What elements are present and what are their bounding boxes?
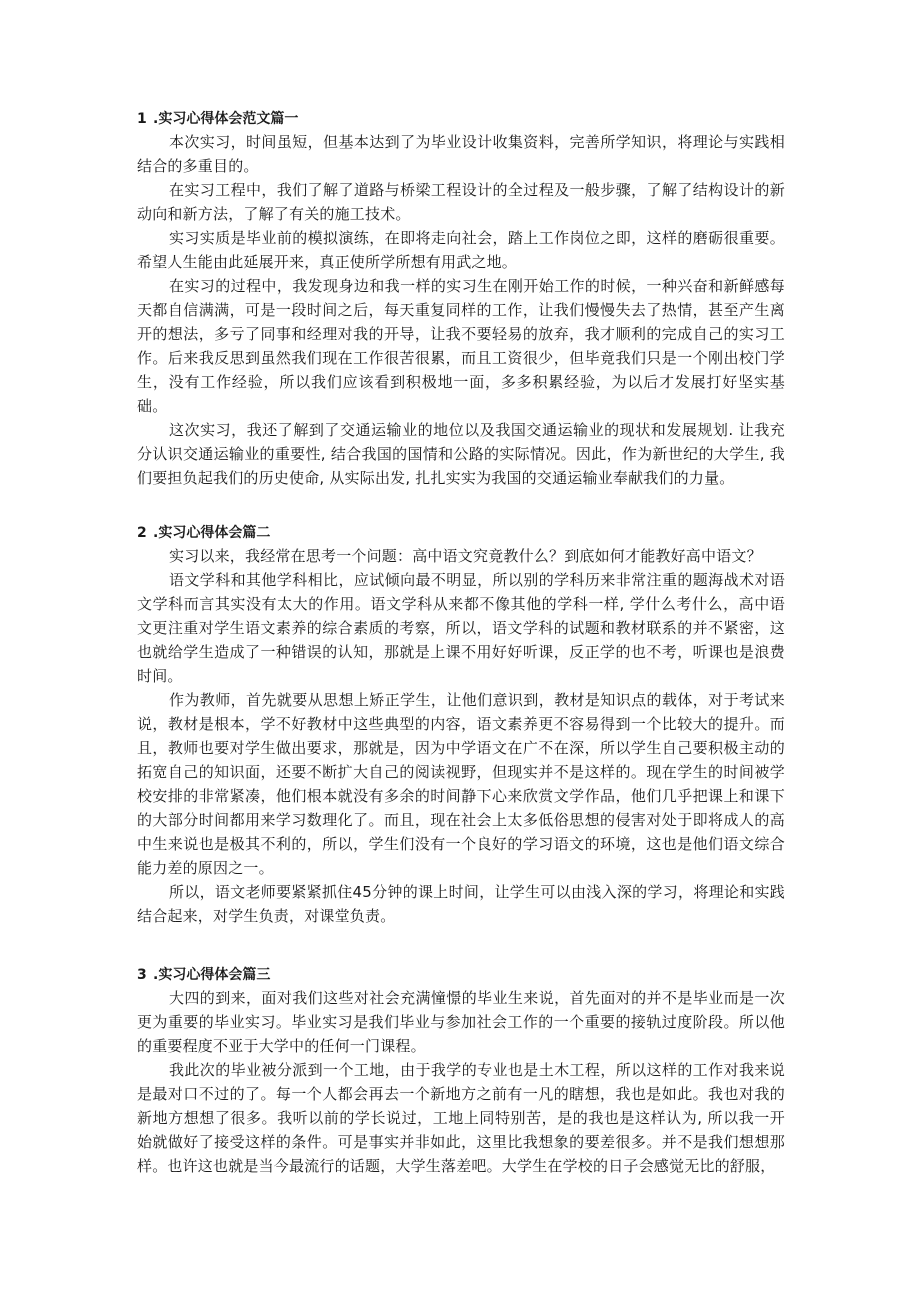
paragraph: 这次实习，我还了解到了交通运输业的地位以及我国交通运输业的现状和发展规划. 让我充分认识交通运输业的重要性, 结合我国的国情和公路的实际情况。因此，作为新世纪的大学生, 我们要担负起我们的历史使命, 从实际出发, 扎扎实实为我国的交通运输业奉献我们的力量。 bbox=[137, 421, 785, 487]
paragraph: 在实习工程中，我们了解了道路与桥梁工程设计的全过程及一般步骤，了解了结构设计的新动向和新方法，了解了有关的施工技术。 bbox=[137, 181, 785, 223]
section-title: .实习心得体会篇二 bbox=[153, 525, 271, 541]
section-title: .实习心得体会范文篇一 bbox=[153, 111, 299, 127]
paragraph: 我此次的毕业被分派到一个工地，由于我学的专业也是土木工程，所以这样的工作对我来说是最对口不过的了。每一个人都会再去一个新地方之前有一凡的瞎想，我也是如此。我也对我的新地方想想了很多。我听以前的学长说过，工地上同特别苦，是的我也是这样认为, 所以我一开始就做好了接受这样的条件。可是事实并非如此，这里比我想象的要差很多。并不是我们想想那样。也许这也就是当今最流行的话题，大学生落差吧。大学生在学校的日子会感觉无比的舒服， bbox=[137, 1061, 785, 1175]
paragraph: 作为教师，首先就要从思想上矫正学生，让他们意识到，教材是知识点的载体，对于考试来说，教材是根本，学不好教材中这些典型的内容，语文素养更不容易得到一个比较大的提升。而且，教师也要对学生做出要求，那就是，因为中学语文在广不在深，所以学生自己要积极主动的拓宽自己的知识面，还要不断扩大自己的阅读视野，但现实并不是这样的。现在学生的时间被学校安排的非常紧凑，他们根本就没有多余的时间静下心来欣赏文学作品，他们几乎把课上和课下的大部分时间都用来学习数理化了。而且，现在社会上太多低俗思想的侵害对处于即将成人的高中生来说也是极其不利的，所以，学生们没有一个良好的学习语文的环境，这也是他们语文综合能力差的原因之一。 bbox=[137, 691, 785, 877]
paragraph: 所以，语文老师要紧紧抓住45分钟的课上时间，让学生可以由浅入深的学习，将理论和实践结合起来，对学生负责，对课堂负责。 bbox=[137, 883, 785, 925]
paragraph: 实习以来，我经常在思考一个问题：高中语文究竟教什么？到底如何才能教好高中语文？ bbox=[169, 547, 762, 565]
section-heading bbox=[137, 522, 785, 544]
section-2 bbox=[137, 522, 785, 928]
section-heading bbox=[137, 964, 785, 986]
document-body bbox=[137, 108, 785, 1178]
paragraph: 语文学科和其他学科相比，应试倾向最不明显，所以别的学科历来非常注重的题海战术对语文学科而言其实没有太大的作用。语文学科从来都不像其他的学科一样, 学什么考什么，高中语文更注重对学生语文素养的综合素质的考察，所以，语文学科的试题和教材联系的并不紧密，这也就给学生造成了一种错误的认知，那就是上课不用好好听课，反正学的也不考，听课也是浪费时间。 bbox=[137, 571, 785, 685]
section-3 bbox=[137, 964, 785, 1178]
paragraph: 在实习的过程中，我发现身边和我一样的实习生在刚开始工作的时候，一种兴奋和新鲜感每天都自信满满，可是一段时间之后，每天重复同样的工作，让我们慢慢失去了热情，甚至产生离开的想法，多亏了同事和经理对我的开导，让我不要轻易的放弃，我才顺利的完成自己的实习工作。后来我反思到虽然我们现在工作很苦很累，而且工资很少，但毕竟我们只是一个刚出校门学生，没有工作经验，所以我们应该看到积极地一面，多多积累经验，为以后才发展打好坚实基础。 bbox=[137, 277, 785, 415]
section-number: 1 bbox=[137, 111, 147, 127]
section-title: .实习心得体会篇三 bbox=[153, 967, 271, 983]
section-number: 2 bbox=[137, 525, 147, 541]
section-1 bbox=[137, 108, 785, 490]
paragraph: 大四的到来，面对我们这些对社会充满憧憬的毕业生来说，首先面对的并不是毕业而是一次更为重要的毕业实习。毕业实习是我们毕业与参加社会工作的一个重要的接轨过度阶段。所以他的重要程度不亚于大学中的任何一门课程。 bbox=[137, 989, 785, 1055]
paragraph: 本次实习，时间虽短，但基本达到了为毕业设计收集资料，完善所学知识，将理论与实践相结合的多重目的。 bbox=[137, 133, 785, 175]
section-number: 3 bbox=[137, 967, 147, 983]
paragraph: 实习实质是毕业前的模拟演练，在即将走向社会，踏上工作岗位之即，这样的磨砺很重要。希望人生能由此延展开来，真正使所学所想有用武之地。 bbox=[137, 229, 785, 271]
section-heading bbox=[137, 108, 785, 130]
